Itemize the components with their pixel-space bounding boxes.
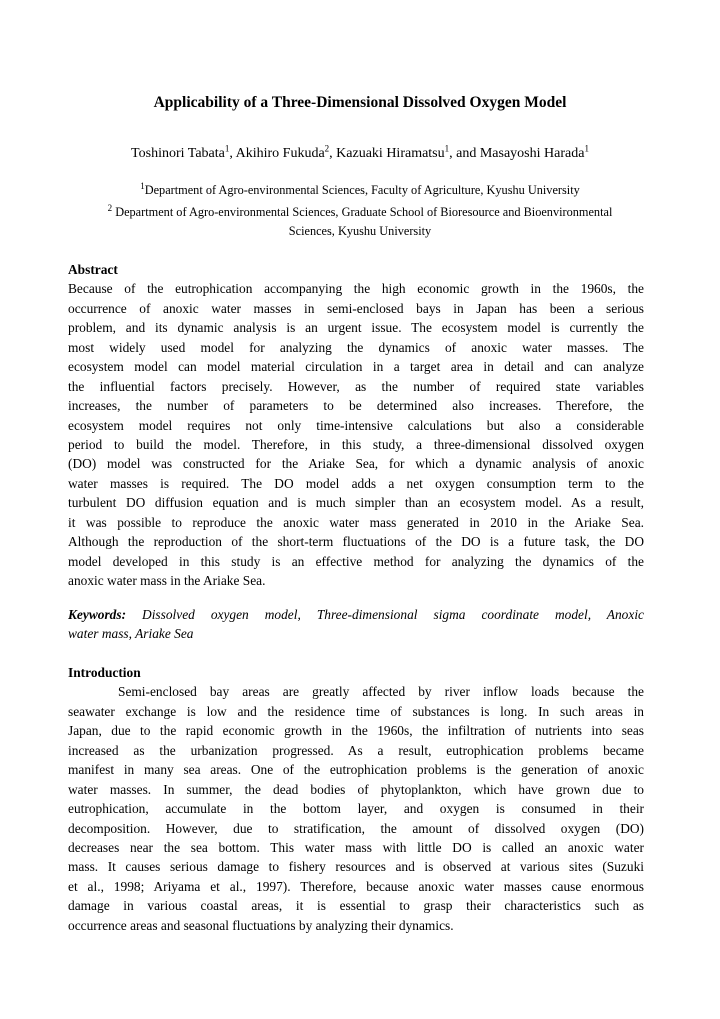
text-line: it was possible to reproduce the anoxic water mass generated in 2010 in the Ariake Sea. [68,514,644,530]
text-line: manifest in many sea areas. One of the eutrophication problems is the generation of anoxic [68,762,644,778]
text-line: et al., 1998; Ariyama et al., 1997). Therefore, because anoxic water masses cause enormous [68,878,644,894]
affiliation-text: Department of Agro-environmental Sciences, Graduate School of Bioresource and Bioenvironmental [115,205,613,219]
text-line: increased as the urbanization progressed. As a result, eutrophication problems became [68,742,644,758]
text-line: most widely used model for analyzing the dynamics of anoxic water masses. The [68,339,644,355]
introduction-body [68,682,644,935]
text-line: decomposition. However, due to stratification, the amount of dissolved oxygen (DO) [68,820,644,836]
text-line: Japan, due to the rapid economic growth in the 1960s, the infiltration of nutrients into seas [68,723,644,739]
author-affiliation-marker: 1 [224,143,230,154]
text-line: Because of the eutrophication accompanying the high economic growth in the 1960s, the [68,281,644,297]
text-line: Although the reproduction of the short-term fluctuations of the DO is a future task, the DO [68,534,644,550]
text-line: damage in various coastal areas, it is essential to grasp their characteristics such as [68,898,644,914]
author-name: Masayoshi Harada [479,146,585,161]
affiliation-1 [20,180,700,198]
author-name: Akihiro Fukuda [235,146,325,161]
introduction-heading: Introduction [68,665,141,680]
text-line: water masses. In summer, the dead bodies of phytoplankton, which have grown due to [68,781,644,797]
text-line: occurrence of anoxic water masses in semi-enclosed bays in Japan has been a serious [68,300,644,316]
abstract-heading: Abstract [68,262,118,277]
text-line: (DO) model was constructed for the Ariake Sea, for which a dynamic analysis of anoxic [68,456,644,472]
author-affiliation-marker: 2 [324,143,330,154]
text-line: water masses is required. The DO model adds a net oxygen consumption term to the [68,475,644,491]
affiliation-2 [20,202,700,220]
author-name: Toshinori Tabata [131,146,225,161]
text-line: ecosystem model requires not only time-intensive calculations but also a considerable [68,417,644,433]
keywords-label: Keywords: [68,607,127,622]
text-line: turbulent DO diffusion equation and is much simpler than an ecosystem model. As a result, [68,495,644,511]
text-line: seawater exchange is low and the residence time of substances is long. In such areas in [68,703,644,719]
author-separator: , [329,146,337,161]
text-line: mass. It causes serious damage to fishery resources and is observed at various sites (Suzuki [68,859,644,875]
abstract-section [68,260,644,590]
text-line: eutrophication, accumulate in the bottom layer, and oxygen is consumed in their [68,801,644,817]
text-line: ecosystem model can model material circulation in a target area in detail and can analyze [68,359,644,375]
affiliation-text: Department of Agro-environmental Sciences, Faculty of Agriculture, Kyushu University [144,183,580,197]
author-list [0,143,720,162]
introduction-section [68,663,644,935]
author-affiliation-marker: 1 [584,143,589,154]
affiliation-marker: 1 [140,180,145,191]
author-affiliation-marker: 1 [444,143,450,154]
affiliation-2-continued: Sciences, Kyushu University [288,224,432,238]
affiliation-marker: 2 [107,202,113,213]
text-line: decreases near the sea bottom. This water mass with little DO is called an anoxic water [68,839,644,855]
text-line: period to build the model. Therefore, in this study, a three-dimensional dissolved oxygen [68,436,644,452]
author-separator: , and [449,146,480,161]
keywords-text: Dissolved oxygen model, Three-dimensional sigma coordinate model, Anoxic [142,607,644,622]
keywords-line: water mass, Ariake Sea [68,626,194,642]
keywords-section [68,605,644,644]
text-line: anoxic water mass in the Ariake Sea. [68,573,266,589]
text-line: increases, the number of parameters to be determined also increases. Therefore, the [68,398,644,414]
text-line: the influential factors precisely. However, as the number of required state variables [68,378,644,394]
author-separator: , [229,146,236,161]
abstract-body [68,279,644,590]
text-line: problem, and its dynamic analysis is an urgent issue. The ecosystem model is currently the [68,320,644,336]
author-name: Kazuaki Hiramatsu [336,146,445,161]
text-line: occurrence areas and seasonal fluctuations by analyzing their dynamics. [68,917,454,933]
text-line: Semi-enclosed bay areas are greatly affected by river inflow loads because the [118,684,644,700]
paper-title: Applicability of a Three-Dimensional Dissolved Oxygen Model [153,94,567,111]
keywords-line [68,605,644,624]
text-line: model developed in this study is an effective method for analyzing the dynamics of the [68,553,644,569]
